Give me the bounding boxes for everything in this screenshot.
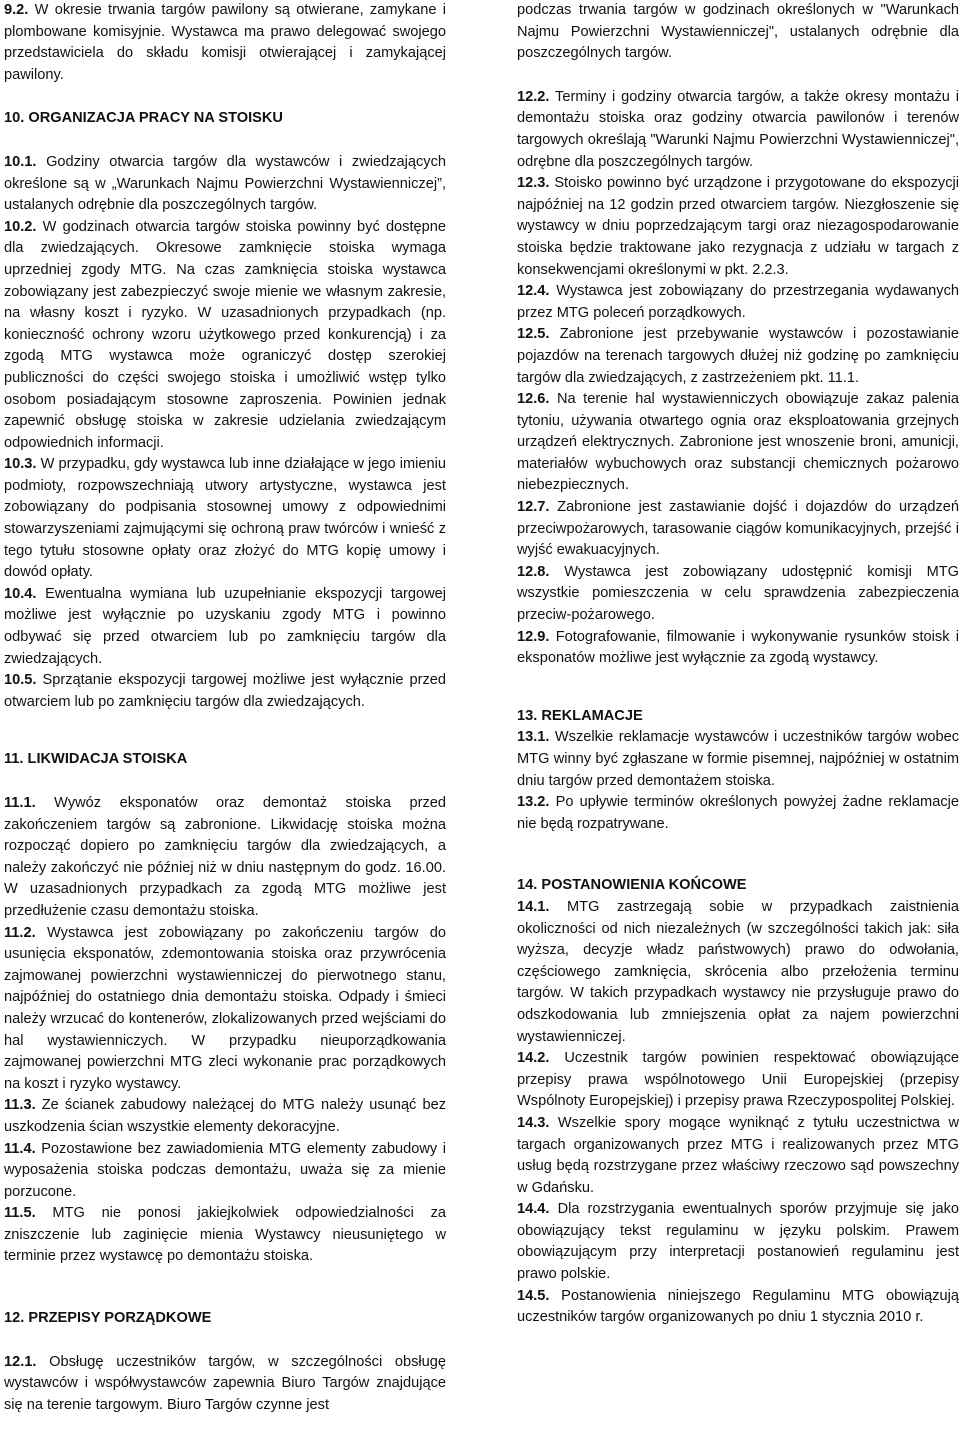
paragraph-text: Wystawca jest zobowiązany do przestrzegania wydawanych przez MTG poleceń porządkowych.	[517, 283, 959, 321]
paragraph-number: 10.4.	[4, 585, 37, 602]
paragraph-text: Wystawca jest zobowiązany po zakończeniu targów do usunięcia eksponatów, zdemontowania stoiska oraz przywrócenia zajmowanej powierzchni wystawienniczej do pierwotnego stanu, najpóźniej do ostatniego dnia demontażu stoiska. Odpady i śmieci należy wrzucać do kontenerów, zlokalizowanych przed wejściami do hal wystawienniczych. W przypadku nieuporządkowania zajmowanej powierzchni MTG zleci wykonanie prac porządkowych na koszt i ryzyko wystawcy.	[4, 924, 446, 1092]
paragraph-13-1	[517, 727, 959, 792]
paragraph-text: Fotografowanie, filmowanie i wykonywanie rysunków stoisk i eksponatów możliwe jest wyłącznie za zgodą wystawcy.	[517, 628, 959, 667]
paragraph-9-2	[4, 0, 446, 86]
paragraph-number: 12.2.	[517, 88, 550, 105]
paragraph-text: Zabronione jest przebywanie wystawców i pozostawianie pojazdów na terenach targowych dłużej niż godzinę po zamknięciu targów dla zwiedzających, z zastrzeżeniem pkt. 11.1.	[517, 326, 959, 386]
paragraph-number: 9.2.	[4, 2, 29, 18]
left-column	[4, 0, 446, 1416]
section-heading-12: 12. PRZEPISY PORZĄDKOWE	[4, 1310, 212, 1327]
paragraph-11-1	[4, 793, 446, 923]
paragraph-14-3	[517, 1113, 959, 1199]
paragraph-number: 11.4.	[4, 1140, 36, 1157]
paragraph-number: 10.1.	[4, 153, 37, 170]
paragraph-12-2	[517, 87, 959, 173]
paragraph-text: Pozostawione bez zawiadomienia MTG elementy zabudowy i wyposażenia stoiska podczas demontażu, uważa się za mienie porzucone.	[4, 1140, 446, 1200]
paragraph-11-2	[4, 923, 446, 1096]
section-heading-11: 11. LIKWIDACJA STOISKA	[4, 751, 188, 768]
paragraph-number: 12.7.	[517, 499, 550, 516]
paragraph-11-4	[4, 1139, 446, 1204]
paragraph-number: 12.9.	[517, 628, 550, 645]
paragraph-text: Po upływie terminów określonych powyżej żadne reklamacje nie będą rozpatrywane.	[517, 794, 959, 832]
paragraph-number: 12.1.	[4, 1353, 37, 1370]
paragraph-14-1	[517, 897, 959, 1048]
paragraph-text: W przypadku, gdy wystawca lub inne działające w jego imieniu podmioty, rozpowszechniają utwory artystyczne, wystawca jest zobowiązany do podpisania stosownej umowy z odpowiednimi stowarzyszeniami zajmującymi się ochroną praw twórców i wnieść z tego tytułu stosowne opłaty oraz złożyć do MTG kopię umowy i dowód opłaty.	[4, 456, 446, 581]
paragraph-number: 14.4.	[517, 1201, 550, 1218]
paragraph-14-5	[517, 1286, 959, 1329]
paragraph-text: W okresie trwania targów pawilony są otwierane, zamykane i plombowane komisyjnie. Wystawca ma prawo delegować swojego przedstawiciela do składu komisji otwierającej i zamykającej pawilony.	[4, 2, 446, 83]
paragraph-text: Godziny otwarcia targów dla wystawców i zwiedzających określone są w „Warunkach Najmu Powierzchni Wystawienniczej”, ustalanych odrębnie dla poszczególnych targów.	[4, 153, 446, 214]
section-heading-14: 14. POSTANOWIENIA KOŃCOWE	[517, 877, 747, 894]
section-heading-13: 13. REKLAMACJE	[517, 707, 643, 724]
paragraph-text: Ze ścianek zabudowy należącej do MTG należy usunąć bez uszkodzenia ścian wszystkie elementy dekoracyjne.	[4, 1097, 446, 1135]
paragraph-10-1	[4, 152, 446, 217]
paragraph-number: 12.4.	[517, 283, 550, 300]
paragraph-number: 11.5.	[4, 1205, 36, 1222]
paragraph-number: 14.5.	[517, 1287, 550, 1304]
paragraph-11-5	[4, 1203, 446, 1268]
paragraph-number: 12.6.	[517, 391, 550, 408]
paragraph-number: 10.3.	[4, 456, 37, 473]
paragraph-number: 12.3.	[517, 175, 550, 192]
paragraph-text: Wystawca jest zobowiązany udostępnić komisji MTG wszystkie pomieszczenia w celu sprawdzenia zabezpieczenia przeciw-pożarowego.	[517, 563, 959, 624]
paragraph-text: Wszelkie reklamacje wystawców i uczestników targów wobec MTG winny być zgłaszane w formie pisemnej, najpóźniej w ostatnim dniu targów przed demontażem stoiska.	[517, 729, 959, 789]
paragraph-12-4	[517, 281, 959, 324]
paragraph-12-6	[517, 389, 959, 497]
paragraph-12-7	[517, 497, 959, 562]
paragraph-number: 11.3.	[4, 1097, 36, 1114]
paragraph-12-1-continued: podczas trwania targów w godzinach określonych w "Warunkach Najmu Powierzchni Wystawienniczej", ustalanych odrębnie dla poszczególnych targów.	[517, 2, 959, 62]
paragraph-12-1	[4, 1352, 446, 1417]
paragraph-number: 11.1.	[4, 795, 36, 811]
paragraph-11-3	[4, 1095, 446, 1138]
paragraph-text: Terminy i godziny otwarcia targów, a także okresy montażu i demontażu stoiska oraz godziny otwarcia pawilonów i terenów targowych określają "Warunki Najmu Powierzchni Wystawienniczej", odrębne dla poszczególnych targów.	[517, 88, 959, 170]
paragraph-12-3	[517, 173, 959, 281]
paragraph-text: Ewentualna wymiana lub uzupełnianie ekspozycji targowej możliwe jest wyłącznie po uzyskaniu zgody MTG i powinno odbywać się przed otwarciem lub po zamknięciu targów dla zwiedzających.	[4, 585, 446, 667]
paragraph-text: MTG nie ponosi jakiejkolwiek odpowiedzialności za zniszczenie lub zaginięcie mienia Wystawcy nieusuniętego w terminie przez wystawcę po demontażu stoiska.	[4, 1205, 446, 1265]
paragraph-text: Sprzątanie ekspozycji targowej możliwe jest wyłącznie przed otwarciem lub po zamknięciu targów dla zwiedzających.	[4, 672, 446, 710]
paragraph-text: MTG zastrzegają sobie w przypadkach zaistnienia okoliczności od nich niezależnych (w szczególności takich jak: siła wyższa, decyzje władz państwowych) prawo do odwołania, częściowego zamknięcia, skrócenia albo przełożenia terminu targów. W takich przypadkach wystawcy nie przysługuje prawo do odszkodowania lub zmniejszenia opłat za najem powierzchni wystawienniczej.	[517, 898, 959, 1045]
paragraph-text: Obsługę uczestników targów, w szczególności obsługę wystawców i współwystawców zapewnia Biuro Targów znajdujące się na terenie targowym. Biuro Targów czynne jest	[4, 1353, 446, 1413]
paragraph-number: 12.5.	[517, 326, 550, 343]
paragraph-number: 14.2.	[517, 1050, 550, 1067]
paragraph-number: 13.2.	[517, 794, 550, 811]
paragraph-text: Uczestnik targów powinien respektować obowiązujące przepisy prawa wspólnotowego Unii Europejskiej (przepisy Wspólnoty Europejskiej) i przepisy prawa Rzeczypospolitej Polskiej.	[517, 1050, 959, 1110]
paragraph-text: Zabronione jest zastawianie dojść i dojazdów do urządzeń przeciwpożarowych, tarasowanie ciągów komunikacyjnych, przejść i wyjść ewakuacyjnych.	[517, 499, 959, 559]
paragraph-text: Postanowienia niniejszego Regulaminu MTG obowiązują uczestników targów organizowanych po dniu 1 stycznia 2010 r.	[517, 1287, 959, 1326]
paragraph-12-8	[517, 562, 959, 627]
section-heading-10: 10. ORGANIZACJA PRACY NA STOISKU	[4, 110, 283, 127]
paragraph-number: 14.3.	[517, 1114, 550, 1131]
paragraph-text: Dla rozstrzygania ewentualnych sporów przyjmuje się jako obowiązujący tekst regulaminu w języku polskim. Prawem obowiązującym przy interpretacji postanowień regulaminu jest prawo polskie.	[517, 1201, 959, 1283]
paragraph-number: 11.2.	[4, 924, 36, 941]
paragraph-12-9	[517, 627, 959, 670]
paragraph-text: W godzinach otwarcia targów stoiska powinny być dostępne dla zwiedzających. Okresowe zamknięcie stoiska wymaga uprzedniej zgody MTG. Na czas zamknięcia stoiska wystawca zobowiązany jest zabezpieczyć swoje mienie we własnym zakresie, na własny koszt i ryzyko. W uzasadnionych przypadkach (np. konieczność ochrony wzoru użytkowego przed konkurencją) i za zgodą MTG wystawca może ograniczyć dostęp szerokiej publiczności do części swojego stoiska i umożliwić wstęp tylko osobom posiadającym stosowne zaproszenia. Powinien jednak zapewnić obsługę stoiska w zakresie udzielania zwiedzającym odpowiednich informacji.	[4, 218, 446, 451]
paragraph-number: 12.8.	[517, 563, 550, 580]
paragraph-13-2	[517, 792, 959, 835]
paragraph-10-3	[4, 454, 446, 584]
paragraph-text: Na terenie hal wystawienniczych obowiązuje zakaz palenia tytoniu, używania otwartego ognia oraz eksploatowania grzejnych urządzeń elektrycznych. Zabronione jest wnoszenie broni, amunicji, materiałów wybuchowych oraz substancji chemicznych pożarowo niebezpiecznych.	[517, 391, 959, 494]
paragraph-number: 13.1.	[517, 729, 550, 746]
paragraph-10-5	[4, 670, 446, 713]
paragraph-number: 10.2.	[4, 218, 37, 235]
paragraph-number: 14.1.	[517, 898, 550, 915]
paragraph-text: Wszelkie spory mogące wyniknąć z tytułu uczestnictwa w targach organizowanych przez MTG i realizowanych przez MTG usług będą rozstrzygane przez właściwy rzeczowo sąd powszechny w Gdańsku.	[517, 1114, 959, 1196]
paragraph-number: 10.5.	[4, 672, 37, 689]
paragraph-10-4	[4, 584, 446, 670]
paragraph-14-4	[517, 1199, 959, 1285]
paragraph-12-5	[517, 324, 959, 389]
right-column	[517, 0, 959, 1329]
paragraph-10-2	[4, 217, 446, 455]
paragraph-text: Stoisko powinno być urządzone i przygotowane do ekspozycji najpóźniej na 12 godzin przed otwarciem targów. Niezgłoszenie się wystawcy w dniu poprzedzającym targi oraz niezagospodarowanie stoiska będzie traktowane jako rezygnacja z udziału w targach z konsekwencjami określonymi w pkt. 2.2.3.	[517, 175, 959, 278]
paragraph-text: Wywóz eksponatów oraz demontaż stoiska przed zakończeniem targów są zabronione. Likwidację stoiska można rozpocząć dopiero po zamknięciu targów dla zwiedzających, a należy zakończyć nie później niż w dniu następnym do godz. 16.00. W uzasadnionych przypadkach za zgodą MTG możliwe jest przedłużenie czasu demontażu stoiska.	[4, 795, 446, 919]
paragraph-14-2	[517, 1048, 959, 1113]
